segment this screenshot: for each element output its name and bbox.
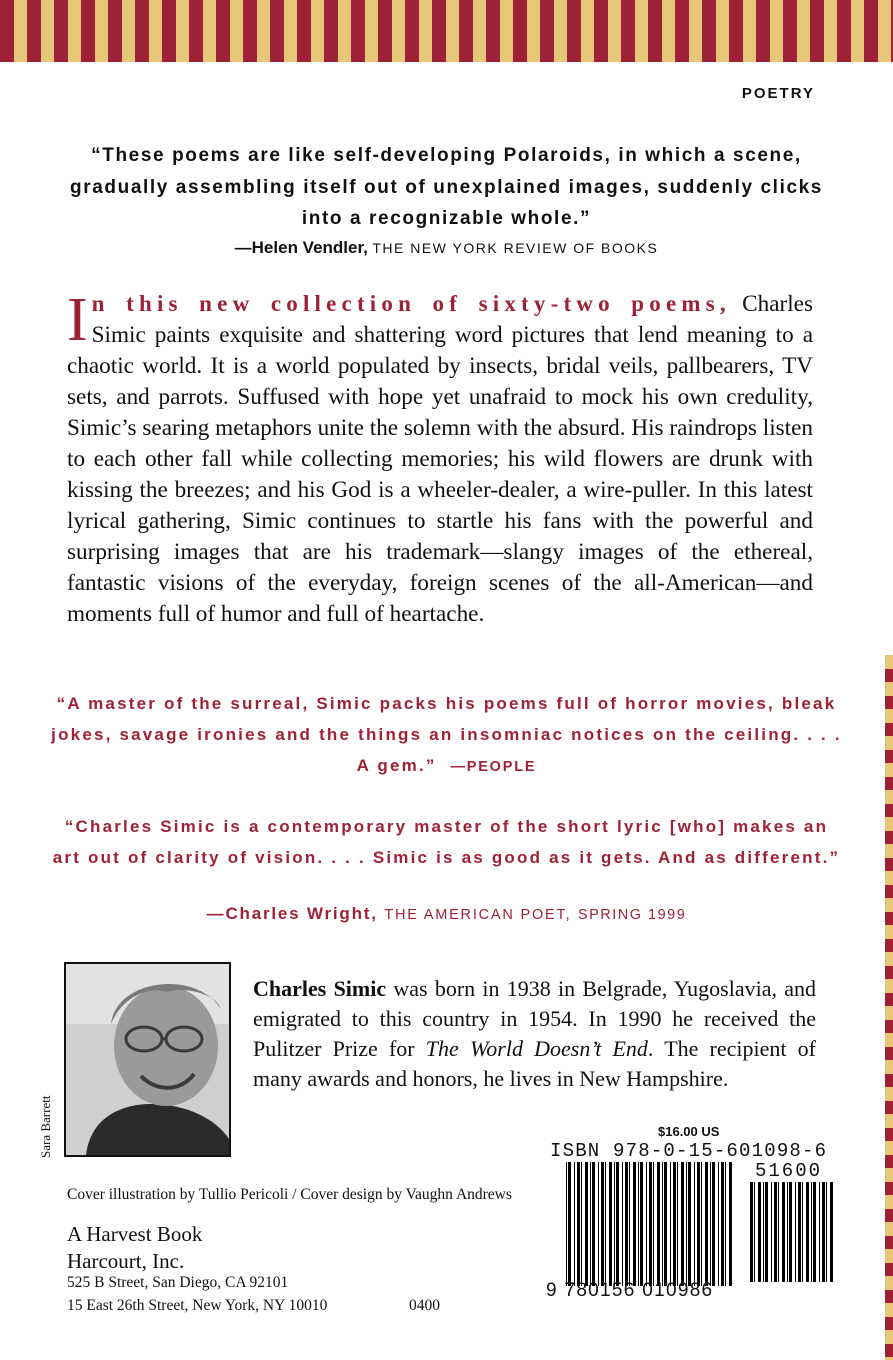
people-quote-text: “A master of the surreal, Simic packs his poems full of horror movies, bleak jokes, savage ironies and the things an insomniac notices on the ceiling. . . . A gem.” <box>51 694 842 775</box>
barcode-bar <box>806 1182 809 1282</box>
description-lead-in: n this new collection of sixty-two poems, <box>91 291 731 316</box>
barcode-bar <box>598 1162 599 1286</box>
barcode-bar <box>568 1162 571 1286</box>
bio-book-title: The World Doesn’t End <box>425 1036 648 1061</box>
barcode-bar <box>771 1182 772 1282</box>
top-stripe-border <box>0 0 893 62</box>
barcode-bar <box>813 1182 816 1282</box>
barcode-bar <box>662 1162 663 1286</box>
top-review-attribution <box>50 238 843 258</box>
wright-review-quote: “Charles Simic is a contemporary master of the short lyric [who] makes an art out of clarity of vision. . . . Simic is as good as it gets. And as different.” <box>52 817 841 867</box>
author-portrait-icon <box>66 964 229 1155</box>
price-label: $16.00 US <box>658 1124 720 1139</box>
barcode-bar <box>721 1162 724 1286</box>
barcode-bar <box>822 1182 825 1282</box>
publisher-imprint: A Harvest Book <box>67 1222 203 1246</box>
barcode-bar <box>750 1182 753 1282</box>
book-description <box>67 288 813 630</box>
barcode-bar <box>574 1162 575 1286</box>
barcode-bar <box>590 1162 591 1286</box>
barcode-bar <box>826 1182 827 1282</box>
wright-date: SPRING 1999 <box>577 907 687 923</box>
ean-barcode <box>566 1162 732 1286</box>
barcode-bar <box>830 1182 833 1282</box>
author-photo <box>64 962 231 1157</box>
barcode-bar <box>725 1162 726 1286</box>
barcode-bar <box>657 1162 660 1286</box>
publisher-company: Harcourt, Inc. <box>67 1249 185 1273</box>
addon-number: 51600 <box>755 1160 823 1182</box>
drop-cap: I <box>67 286 88 354</box>
barcode-bar <box>782 1182 785 1282</box>
barcode-bar <box>681 1162 684 1286</box>
barcode-bar <box>653 1162 654 1286</box>
barcode-bar <box>605 1162 606 1286</box>
barcode-bar <box>763 1182 764 1282</box>
wright-publication: THE AMERICAN POET, <box>384 907 572 923</box>
review-publication: THE NEW YORK REVIEW OF BOOKS <box>372 240 659 256</box>
barcode-bar <box>646 1162 647 1286</box>
barcode-bar <box>640 1162 643 1286</box>
barcode-bar <box>670 1162 671 1286</box>
side-stripe-border <box>885 655 893 1360</box>
barcode-bar <box>697 1162 700 1286</box>
description-body: Charles Simic paints exquisite and shattering word pictures that lend meaning to a chaotic world. It is a world populated by insects, bridal veils, pallbearers, TV sets, and parrots. Suffused with hope yet unafraid to mock his own credulity, Simic’s searing metaphors unite the solemn with the absurd. His raindrops listen to each other fall while collecting memories; his wild flowers are drunk with kissing the breezes; and his God is a wheeler-dealer, a wire-puller. In this latest lyrical gathering, Simic continues to startle his fans with the powerful and surprising images that are his trademark—slangy images of the ethereal, fantastic visions of the everyday, foreign scenes of the all-American—and moments full of humor and full of heartache. <box>67 291 813 627</box>
reviewer-name: —Helen Vendler, <box>234 238 368 257</box>
barcode-bar <box>758 1182 761 1282</box>
barcode-bar <box>609 1162 612 1286</box>
barcode-bar <box>718 1162 719 1286</box>
print-code: 0400 <box>409 1297 440 1314</box>
barcode-bar <box>694 1162 695 1286</box>
bio-text-1: was born in 1938 in Belgrade, Yugoslavia, and emigrated to this country in 1954. In 1990 he received the Pulitzer Prize for <box>253 976 816 1061</box>
barcode-bar <box>649 1162 652 1286</box>
barcode-bar <box>688 1162 691 1286</box>
addon-barcode <box>750 1182 834 1282</box>
barcode-bar <box>686 1162 687 1286</box>
barcode-bar <box>765 1182 768 1282</box>
barcode-bar <box>629 1162 630 1286</box>
barcode-bar <box>638 1162 639 1286</box>
wright-review-attribution <box>50 904 843 924</box>
cover-credit: Cover illustration by Tullio Pericoli / Cover design by Vaughn Andrews <box>67 1186 512 1203</box>
people-review <box>50 689 843 782</box>
bio-author-name: Charles Simic <box>253 976 387 1001</box>
wright-name: —Charles Wright, <box>206 904 378 923</box>
barcode-bar <box>585 1162 588 1286</box>
barcode-bar <box>625 1162 628 1286</box>
top-review-quote: “These poems are like self-developing Polaroids, in which a scene, gradually assembling itself out of unexplained images, suddenly clicks into a recognizable whole.” <box>70 145 823 229</box>
barcode-bar <box>798 1182 801 1282</box>
barcode-bar <box>795 1182 796 1282</box>
barcode-bar <box>577 1162 580 1286</box>
barcode-bar <box>633 1162 636 1286</box>
barcode-bar <box>712 1162 715 1286</box>
isbn-label: ISBN 978-0-15-601098-6 <box>550 1140 828 1162</box>
publisher-address-1: 525 B Street, San Diego, CA 92101 <box>67 1274 289 1291</box>
barcode-bar <box>729 1162 732 1286</box>
barcode-bar <box>677 1162 678 1286</box>
barcode-bar <box>614 1162 615 1286</box>
barcode-bar <box>566 1162 567 1286</box>
barcode-bar <box>778 1182 779 1282</box>
barcode-bar <box>616 1162 619 1286</box>
barcode-bar <box>601 1162 604 1286</box>
barcode-bar <box>710 1162 711 1286</box>
category-label: POETRY <box>741 85 815 102</box>
barcode-bar <box>664 1162 667 1286</box>
ean-number: 9 780156 010986 <box>546 1280 714 1301</box>
barcode-bar <box>701 1162 702 1286</box>
barcode-bar <box>673 1162 676 1286</box>
barcode-bar <box>705 1162 708 1286</box>
bio-text-2: . The recipient of many awards and honors, he lives in New Hampshire. <box>253 1036 817 1091</box>
barcode-bar <box>592 1162 595 1286</box>
barcode-bar <box>802 1182 803 1282</box>
barcode-bar <box>789 1182 792 1282</box>
barcode-bar <box>774 1182 777 1282</box>
barcode-bar <box>581 1162 582 1286</box>
barcode-bar <box>754 1182 755 1282</box>
people-quote-source: —PEOPLE <box>450 758 537 775</box>
barcode-bar <box>787 1182 788 1282</box>
barcode-bar <box>811 1182 812 1282</box>
photo-credit: Sara Barrett <box>38 1095 53 1158</box>
author-bio <box>253 974 816 1094</box>
barcode-bar <box>622 1162 623 1286</box>
barcode-bar <box>819 1182 820 1282</box>
publisher-address-2: 15 East 26th Street, New York, NY 10010 <box>67 1297 328 1314</box>
